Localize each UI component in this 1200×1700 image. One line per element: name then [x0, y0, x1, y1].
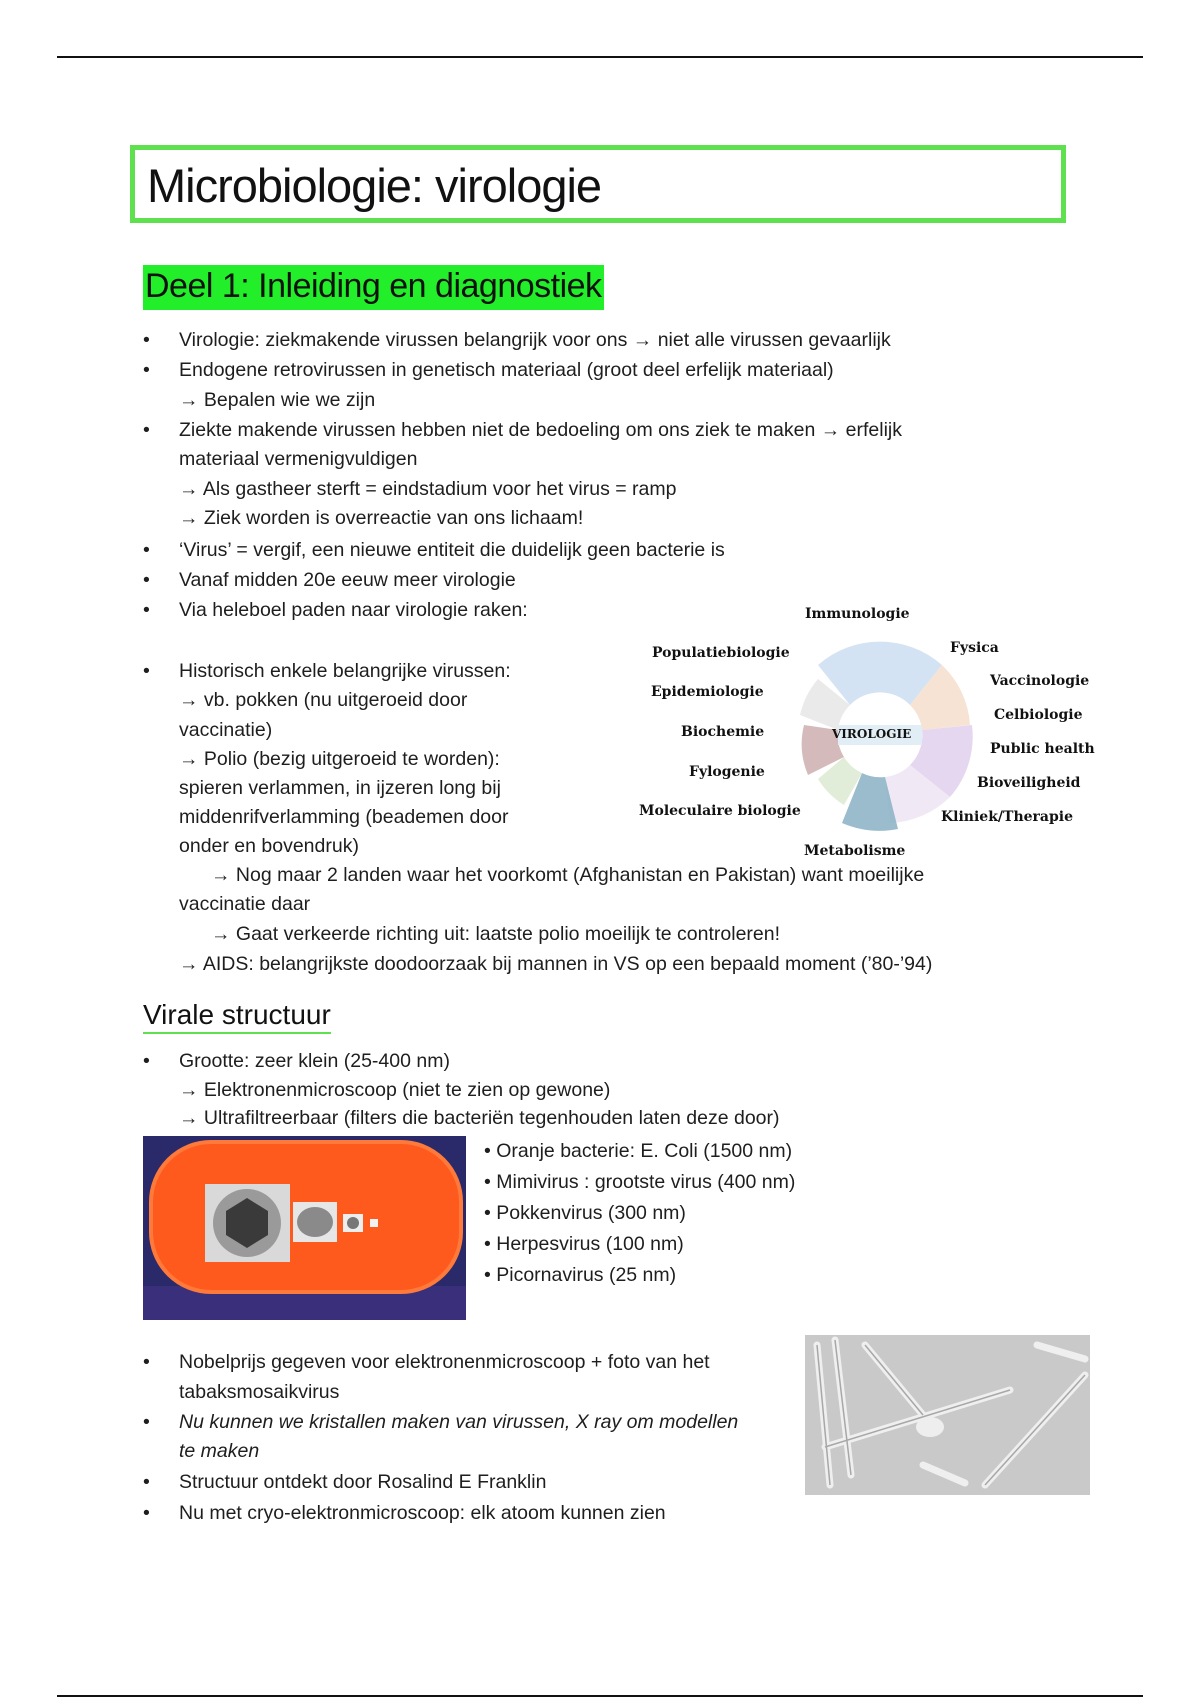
wheel-label-biochemie: Biochemie	[681, 724, 765, 740]
section-heading-virale-structuur: Virale structuur	[143, 998, 331, 1034]
wheel-label-celbiologie: Celbiologie	[994, 707, 1083, 723]
sub-line: materiaal vermenigvuldigen	[179, 448, 418, 470]
bacteria-virus-size-image	[143, 1136, 466, 1320]
sub-line: → Als gastheer sterft = eindstadium voor het virus = ramp	[179, 478, 677, 500]
sub-line: middenrifverlamming (beademen door	[179, 806, 509, 828]
section-heading-deel1: Deel 1: Inleiding en diagnostiek	[143, 265, 604, 310]
wheel-label-metabolisme: Metabolisme	[804, 843, 906, 859]
sub-line: → vb. pokken (nu uitgeroeid door	[179, 689, 468, 711]
sub-line: → Gaat verkeerde richting uit: laatste polio moeilijk te controleren!	[211, 923, 781, 945]
sub-line: → Polio (bezig uitgeroeid te worden):	[179, 748, 500, 770]
top-rule	[57, 56, 1143, 58]
wheel-label-kliniek: Kliniek/Therapie	[941, 809, 1073, 825]
sub-line: vaccinatie daar	[179, 893, 311, 915]
sub-line: → Nog maar 2 landen waar het voorkomt (Afghanistan en Pakistan) want moeilijke	[211, 864, 925, 886]
wheel-label-vaccinologie: Vaccinologie	[990, 673, 1090, 689]
virus-size-list	[484, 1136, 795, 1291]
bottom-rule	[57, 1695, 1143, 1697]
wheel-center-label: VIROLOGIE	[832, 727, 912, 741]
wheel-label-moleculaire: Moleculaire biologie	[639, 803, 801, 819]
wheel-label-public-health: Public health	[990, 741, 1095, 757]
sub-line: → AIDS: belangrijkste doodoorzaak bij mannen in VS op een bepaald moment (’80-’94)	[179, 953, 933, 975]
virology-wheel-diagram	[630, 600, 1100, 860]
sub-line: te maken	[179, 1440, 260, 1462]
wheel-label-bioveiligheid: Bioveiligheid	[977, 775, 1081, 791]
sub-line: onder en bovendruk)	[179, 835, 359, 857]
sub-line: vaccinatie)	[179, 719, 273, 741]
sub-line: → Ziek worden is overreactie van ons lichaam!	[179, 507, 584, 529]
title-box	[130, 145, 1066, 223]
size-item: • Herpesvirus (100 nm)	[484, 1233, 684, 1255]
wheel-label-fysica: Fysica	[950, 640, 999, 656]
size-item: • Picornavirus (25 nm)	[484, 1264, 677, 1286]
wheel-label-populatie: Populatiebiologie	[652, 645, 790, 661]
wheel-label-epidemiologie: Epidemiologie	[651, 684, 764, 700]
size-item: • Mimivirus : grootste virus (400 nm)	[484, 1171, 796, 1193]
sub-line: → Bepalen wie we zijn	[179, 389, 376, 411]
sub-line: → Elektronenmicroscoop (niet te zien op gewone)	[179, 1079, 611, 1101]
size-item: • Oranje bacterie: E. Coli (1500 nm)	[484, 1140, 793, 1162]
sub-line: → Ultrafiltreerbaar (filters die bacteriën tegenhouden laten deze door)	[179, 1107, 780, 1129]
size-item: • Pokkenvirus (300 nm)	[484, 1202, 686, 1224]
sub-line: tabaksmosaikvirus	[179, 1381, 340, 1403]
tobacco-mosaic-virus-image	[805, 1335, 1090, 1495]
wheel-label-fylogenie: Fylogenie	[689, 764, 765, 780]
sub-line: spieren verlammen, in ijzeren long bij	[179, 777, 501, 799]
wheel-label-immunologie: Immunologie	[805, 606, 910, 622]
page-title: Microbiologie: virologie	[147, 159, 602, 212]
